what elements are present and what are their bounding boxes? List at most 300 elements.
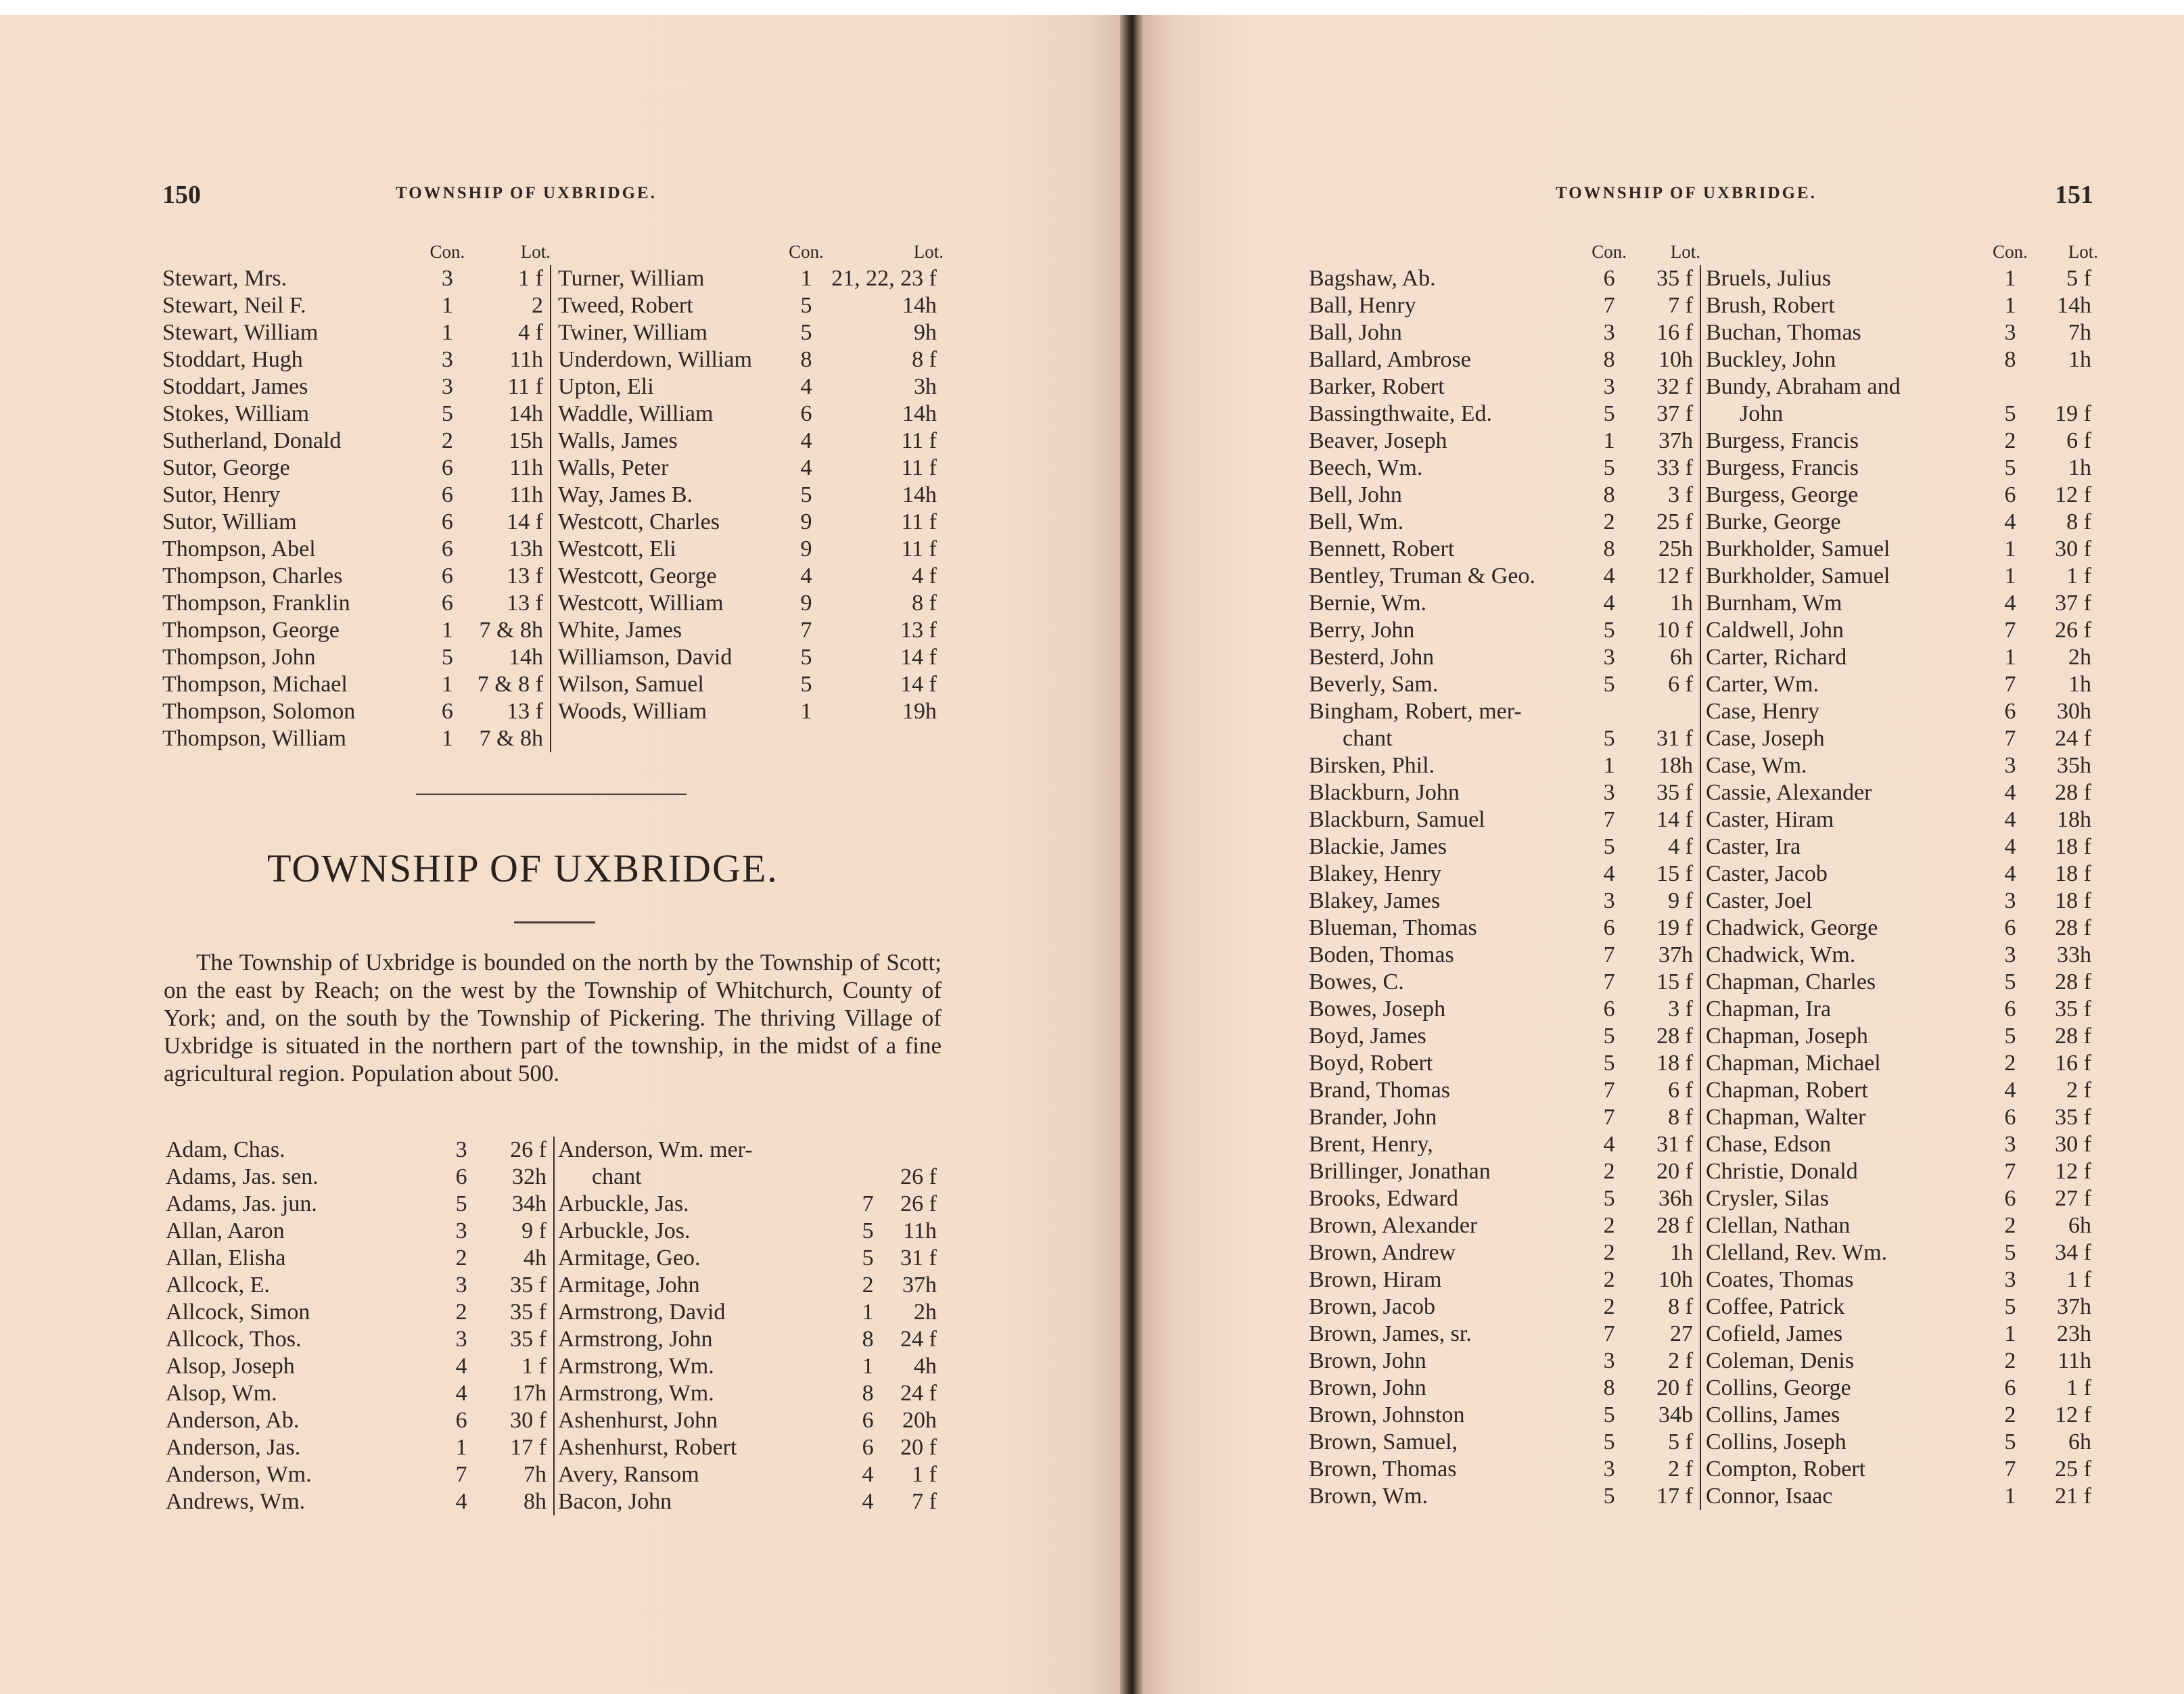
owner-name: Thompson, Solomon [162,699,356,724]
lot-number: 14h [902,482,937,507]
lot-number: 6h [2068,1213,2091,1238]
concession-number: 4 [862,1462,874,1487]
lot-number: 14h [478,400,551,428]
concession-number: 2 [1603,1294,1615,1319]
lot-number: 14 f [478,509,551,536]
lot-number: 13 f [478,590,551,617]
ledger-row [1706,888,2098,915]
ledger-row [558,292,944,319]
concession-number: 4 [2004,861,2016,886]
lot-number: 9 f [472,1218,554,1245]
concession-number: 2 [2004,1213,2016,1238]
ledger-row [558,590,944,617]
ledger-row [558,1353,944,1380]
lot-number: 6 f [1627,1077,1700,1104]
lot-number: 4 f [912,564,937,589]
ledger-row [1309,1294,1700,1321]
lot-number: 13h [478,536,551,563]
lot-number: 27 [1627,1321,1700,1348]
owner-name: Case, Wm. [1706,753,1807,778]
owner-name: Brown, Hiram [1309,1267,1442,1292]
concession-number: 6 [441,564,453,589]
lot-number: 26 f [472,1137,554,1164]
lot-number: 7h [2068,320,2091,345]
owner-name: Cofield, James [1706,1321,1843,1346]
concession-number: 3 [2004,1132,2016,1157]
concession-number: 8 [862,1327,874,1352]
owner-name: Birsken, Phil. [1309,753,1435,778]
ledger-row [1309,861,1700,888]
lot-number: 23h [2057,1321,2091,1346]
concession-number: 4 [1603,564,1615,589]
ledger-row [162,265,551,292]
ledger-row [1706,400,2098,428]
ledger-row [558,644,944,671]
ledger-row [1706,1266,2098,1294]
ledger-row [1706,1483,2098,1510]
concession-number: 5 [1603,1429,1615,1455]
lot-number: 18 f [2055,888,2091,913]
concession-number: 3 [441,266,453,291]
concession-number: 6 [2004,997,2016,1022]
lot-number: 1h [1627,590,1700,617]
concession-number: 1 [441,618,453,643]
lot-number: 20 f [1627,1158,1700,1185]
ledger-row [1706,806,2098,833]
section-title: TOWNSHIP OF UXBRIDGE. [267,846,779,890]
lot-number: 28 f [1627,1023,1700,1050]
owner-name: Burnham, Wm [1706,591,1842,616]
lot-number: 4 f [478,319,551,346]
concession-number [1983,373,2037,400]
owner-name: Allan, Aaron [166,1218,285,1243]
lot-number: 25 f [1627,509,1700,536]
concession-number: 9 [800,509,812,534]
concession-number: 5 [2004,969,2016,994]
concession-number: 3 [455,1327,467,1352]
concession-number: 1 [2004,266,2016,291]
concession-number: 6 [441,455,453,480]
ledger-row [1706,1077,2098,1104]
owner-name: Alsop, Wm. [166,1381,277,1406]
con-header: Con. [1591,242,1627,262]
lot-number: 7 & 8h [478,725,551,752]
ledger-row [1706,590,2098,617]
concession-number: 7 [1603,293,1615,318]
lot-number: 20 f [900,1435,937,1460]
ledger-row [162,590,551,617]
lot-number: 37h [1627,942,1700,969]
ledger-row [558,1299,944,1326]
lot-number: 8 f [912,591,937,616]
lot-number: 28 f [2055,969,2091,994]
owner-name: Collins, James [1706,1402,1840,1427]
concession-number: 4 [2004,509,2016,534]
owner-name: Burkholder, Samuel [1706,564,1890,589]
concession-number: 5 [862,1245,874,1270]
lot-number: 14 f [900,672,937,697]
lot-number: 14h [902,401,937,426]
owner-name: Armitage, John [558,1273,700,1298]
concession-number: 6 [2004,1105,2016,1130]
concession-number: 4 [2004,591,2016,616]
lot-number: 11h [478,346,551,373]
lot-number: 11h [903,1218,937,1243]
owner-name: Sutor, George [162,455,290,480]
lot-number: 15h [478,428,551,455]
owner-name: Sutor, Henry [162,482,281,507]
lot-number: 24 f [2055,726,2091,751]
page-number: 151 [2055,181,2093,209]
lot-number: 30 f [472,1407,554,1434]
ledger-row [1309,319,1700,346]
owner-name: Allcock, E. [166,1273,270,1298]
owner-name: Blackburn, John [1309,780,1460,805]
lot-number: 11 f [901,509,937,534]
concession-number: 1 [2004,1321,2016,1346]
lot-number: 2 f [1627,1348,1700,1375]
lot-number: 7 & 8 f [478,671,551,698]
lot-number: 11h [478,455,551,482]
lot-number: 35h [2057,753,2091,778]
concession-number: 1 [441,320,453,345]
owner-name: Connor, Isaac [1706,1484,1833,1509]
concession-number: 1 [1603,428,1615,453]
concession-number: 8 [1603,347,1615,372]
ledger-row [1706,373,2098,400]
concession-number: 6 [455,1164,467,1189]
lot-number: 1h [1627,1239,1700,1266]
concession-number: 2 [1603,1240,1615,1265]
concession-number: 2 [2004,1402,2016,1427]
ledger-row [558,1272,944,1299]
lot-number: 36h [1627,1185,1700,1212]
owner-name: Bowes, C. [1309,969,1404,994]
lot-number: 8 f [1627,1104,1700,1131]
owner-name: Clellan, Nathan [1706,1213,1851,1238]
owner-name: Sutherland, Donald [162,428,342,453]
concession-number: 2 [455,1300,467,1325]
concession-number: 4 [800,428,812,453]
owner-name: Tweed, Robert [558,293,693,318]
owner-name: Blakey, Henry [1309,861,1442,886]
lot-number: 9 f [1627,888,1700,915]
ledger-row [1309,644,1700,671]
ledger-row [166,1407,554,1434]
lot-number: 17h [472,1380,554,1407]
ledger-row [558,482,944,509]
lot-number: 27 f [2055,1186,2091,1211]
owner-name: Carter, Richard [1706,645,1847,670]
concession-number: 6 [441,509,453,534]
owner-name: Chadwick, Wm. [1706,942,1856,967]
ledger-row [1309,725,1700,752]
lot-number: 8h [472,1488,554,1515]
running-head: TOWNSHIP OF UXBRIDGE. [1556,184,1817,202]
ledger-row [1309,400,1700,428]
ledger-row [166,1137,554,1164]
owner-name: Bingham, Robert, mer- [1309,699,1522,724]
concession-number: 5 [1603,672,1615,697]
concession-number: 1 [441,293,453,318]
owner-name: Boden, Thomas [1309,942,1454,967]
concession-number: 3 [2004,753,2016,778]
lot-number: 7 & 8h [478,617,551,644]
owner-name: Way, James B. [558,482,693,507]
ledger-row [1706,1239,2098,1266]
owner-name: Thompson, William [162,726,346,751]
concession-number: 4 [1603,591,1615,616]
concession-number: 7 [862,1191,874,1216]
ledger-row [162,617,551,644]
owner-name: Walls, James [558,428,678,453]
lot-number: 24 f [900,1327,937,1352]
lot-number: 11 f [901,455,937,480]
concession-number: 6 [2004,482,2016,507]
ledger-row [558,1488,944,1515]
lot-number: 35 f [2055,997,2091,1022]
ledger-row [1309,563,1700,590]
ledger-row [1706,725,2098,752]
owner-name: Chapman, Charles [1706,969,1876,994]
owner-name: Case, Joseph [1706,726,1825,751]
ledger-row [166,1353,554,1380]
owner-name: Anderson, Wm. [166,1462,312,1487]
ledger-row [162,698,551,725]
owner-name: Allcock, Thos. [166,1327,302,1352]
ledger-row [1309,779,1700,806]
owner-name: Coates, Thomas [1706,1267,1854,1292]
lot-number: 28 f [1627,1212,1700,1239]
concession-number: 9 [800,536,812,562]
ledger-table [558,238,944,725]
lot-number [877,1137,944,1164]
ledger-row [1706,1104,2098,1131]
lot-number: 35 f [472,1299,554,1326]
ledger-row [1309,1023,1700,1050]
concession-number: 3 [1603,645,1615,670]
owner-name: Allan, Elisha [166,1245,286,1270]
lot-number: 30 f [2055,536,2091,562]
ledger-row [1309,833,1700,861]
owner-name: Burgess, Francis [1706,455,1859,480]
lot-number: 21 f [2055,1484,2091,1509]
ledger-row [1309,1185,1700,1212]
owner-name: Bernie, Wm. [1309,591,1427,616]
concession-number: 2 [2004,428,2016,453]
owner-name: Brander, John [1309,1105,1437,1130]
owner-name: Thompson, Charles [162,564,343,589]
concession-number: 5 [1603,401,1615,426]
owner-name: Caster, Hiram [1706,807,1834,832]
concession-number: 3 [455,1137,467,1162]
lot-number: 17 f [472,1434,554,1461]
lot-number: 3 f [1627,482,1700,509]
concession-number: 3 [1603,1348,1615,1373]
ledger-row [1309,698,1700,725]
owner-name: Chapman, Michael [1706,1051,1881,1076]
ledger-row [1706,319,2098,346]
concession-number: 1 [862,1300,874,1325]
lot-header: Lot. [2068,242,2098,262]
concession-number: 6 [1603,915,1615,940]
owner-name: Boyd, James [1309,1024,1426,1049]
ledger-row [1309,671,1700,698]
book-gutter [1120,15,1143,1694]
owner-name: Crysler, Silas [1706,1186,1829,1211]
ledger-row [1309,888,1700,915]
concession-number: 3 [1603,888,1615,913]
owner-name: Bundy, Abraham and [1706,374,1901,399]
lot-number: 37 f [2055,591,2091,616]
ledger-row [1706,671,2098,698]
lot-number: 37h [902,1273,937,1298]
concession-number: 5 [1603,618,1615,643]
ledger-row [1309,942,1700,969]
lot-number: 13 f [478,698,551,725]
ledger-row [1706,1294,2098,1321]
concession-number: 6 [2004,915,2016,940]
concession-number: 5 [800,293,812,318]
lot-number: 2h [2068,645,2091,670]
lot-number: 33h [2057,942,2091,967]
concession-number: 6 [2004,1375,2016,1400]
ledger-row [1309,1104,1700,1131]
ledger-row [166,1461,554,1488]
ledger-row [1309,509,1700,536]
lot-number: 12 f [2055,1402,2091,1427]
lot-number: 13 f [900,618,937,643]
lot-number: 13 f [478,563,551,590]
ledger-row [1309,915,1700,942]
ledger-row [1706,1456,2098,1483]
lot-number: 12 f [2055,1159,2091,1184]
concession-number: 6 [2004,699,2016,724]
ledger-row [166,1245,554,1272]
ledger-row [1309,1429,1700,1456]
lot-number: 19h [902,699,937,724]
ledger-row [558,455,944,482]
concession-number: 7 [2004,1159,2016,1184]
owner-name: Anderson, Wm. mer- [558,1137,753,1162]
concession-number: 7 [1603,969,1615,994]
owner-name: Wilson, Samuel [558,672,704,697]
lot-number: 4 f [1627,833,1700,861]
concession-number: 6 [2004,1186,2016,1211]
concession-number: 1 [2004,645,2016,670]
concession-number: 4 [800,455,812,480]
ledger-row [1706,617,2098,644]
lot-number: 18h [2057,807,2091,832]
concession-number: 2 [441,428,453,453]
concession-number: 6 [441,482,453,507]
lot-number: 30 f [2055,1132,2091,1157]
lot-number: 12 f [1627,563,1700,590]
lot-number: 10h [1627,1266,1700,1294]
concession-number: 6 [1603,266,1615,291]
ledger-row [162,428,551,455]
concession-number: 5 [800,482,812,507]
ledger-row [1706,1402,2098,1429]
owner-name: Boyd, Robert [1309,1051,1433,1076]
owner-name: Beaver, Joseph [1309,428,1447,453]
owner-name: Blackie, James [1309,834,1447,859]
owner-name: Stokes, William [162,401,310,426]
lot-number: 35 f [1627,265,1700,292]
owner-name: Upton, Eli [558,374,654,399]
lot-number: 26 f [900,1191,937,1216]
concession-number: 4 [2004,834,2016,859]
lot-number: 7h [472,1461,554,1488]
concession-number: 5 [1603,1402,1615,1427]
lot-number: 10 f [1627,617,1700,644]
section-divider [416,794,687,795]
owner-name: Anderson, Jas. [166,1435,301,1460]
owner-name: Beech, Wm. [1309,455,1423,480]
concession-number [859,1137,877,1164]
ledger-row [166,1488,554,1515]
ledger-row [1706,752,2098,779]
concession-number: 1 [2004,564,2016,589]
ledger-row [1309,1131,1700,1158]
owner-name: Brown, Samuel, [1309,1429,1458,1455]
ledger-row [1706,509,2098,536]
owner-name: Bentley, Truman & Geo. [1309,564,1535,589]
lot-number: 1 f [2066,1375,2091,1400]
lot-number: 28 f [2055,915,2091,940]
owner-name: Compton, Robert [1706,1457,1866,1482]
lot-number: 1 f [912,1462,937,1487]
concession-number: 1 [441,726,453,751]
lot-number: 18 f [2055,834,2091,859]
owner-name: Besterd, John [1309,645,1435,670]
ledger-row [1706,1158,2098,1185]
ledger-row [1309,265,1700,292]
owner-name: Allcock, Simon [166,1300,310,1325]
ledger-row [1309,1321,1700,1348]
lot-number: 15 f [1627,861,1700,888]
owner-name: Chapman, Ira [1706,997,1832,1022]
ledger-row [1309,536,1700,563]
ledger-row [1309,1348,1700,1375]
ledger-row [166,1299,554,1326]
concession-number: 2 [1603,1159,1615,1184]
owner-name: Bennett, Robert [1309,536,1455,562]
ledger-row [1309,996,1700,1023]
ledger-row [1309,969,1700,996]
owner-name: Sutor, William [162,509,297,534]
lot-number: 3h [914,374,937,399]
owner-name: Alsop, Joseph [166,1354,295,1379]
lot-number: 7 f [1627,292,1700,319]
ledger-row [1706,455,2098,482]
ledger-row [1706,698,2098,725]
ledger-row [558,265,944,292]
ledger-row [166,1326,554,1353]
concession-number: 2 [1603,1213,1615,1238]
concession-number: 3 [1603,780,1615,805]
owner-name: Brillinger, Jonathan [1309,1159,1491,1184]
concession-number [1591,698,1627,725]
owner-name: Brooks, Edward [1309,1186,1458,1211]
concession-number: 5 [2004,1294,2016,1319]
owner-name: Thompson, George [162,618,340,643]
concession-number: 8 [2004,347,2016,372]
ledger-row [1309,1239,1700,1266]
title-rule [514,921,595,923]
ledger-row [558,400,944,428]
ledger-row [1309,1402,1700,1429]
